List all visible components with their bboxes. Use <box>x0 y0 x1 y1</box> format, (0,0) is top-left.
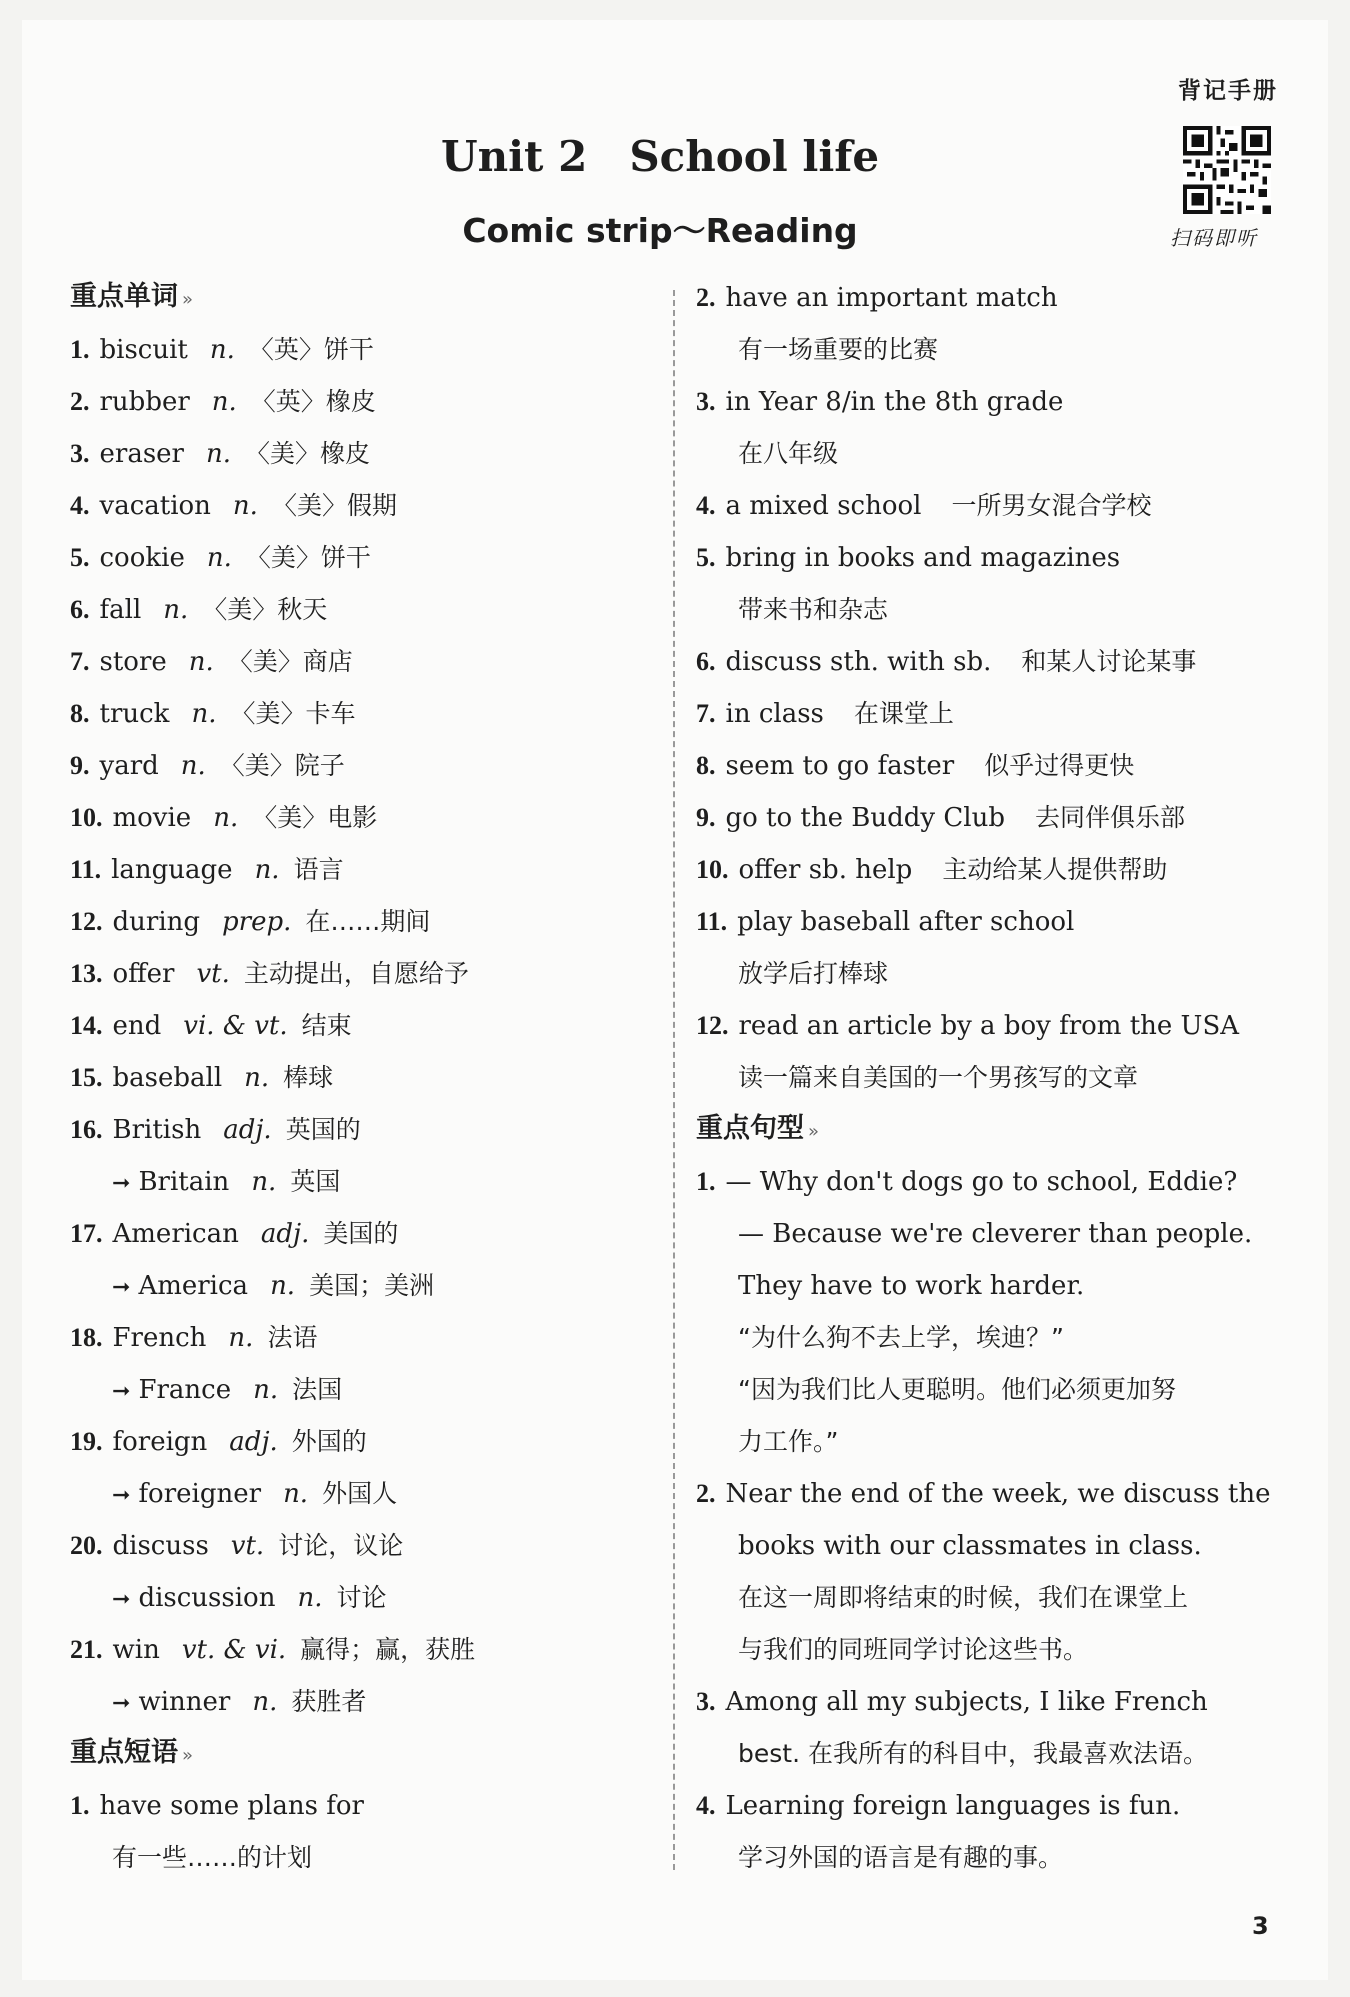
part-of-speech: vt. <box>230 1531 265 1561</box>
vocab-meaning: 英国的 <box>285 1115 361 1144</box>
vocab-meaning: 〈英〉橡皮 <box>250 387 376 416</box>
sentence-text: Among all my subjects, I like French <box>725 1687 1208 1717</box>
phrase-translation-row <box>70 1832 650 1884</box>
part-of-speech: n. <box>254 855 280 885</box>
phrase-chinese: 带来书和杂志 <box>738 595 889 624</box>
vocab-meaning: 〈美〉秋天 <box>202 595 328 624</box>
vocab-meaning: 获胜者 <box>291 1687 367 1716</box>
phrase-chinese: 和某人讨论某事 <box>1021 647 1197 676</box>
vocab-derived-item <box>70 1156 650 1208</box>
vocab-item <box>70 1052 650 1104</box>
item-number: 7. <box>696 699 716 728</box>
vocab-meaning: 法国 <box>292 1375 343 1404</box>
sentence-text: Near the end of the week, we discuss the <box>725 1479 1271 1509</box>
item-number: 2. <box>696 283 716 312</box>
vocab-word: store <box>99 647 167 677</box>
vocab-word: American <box>112 1219 239 1249</box>
phrase-item <box>696 896 1296 948</box>
vocab-word: French <box>112 1323 207 1353</box>
part-of-speech: prep. <box>222 907 292 937</box>
vocab-meaning: 美国；美洲 <box>309 1271 435 1300</box>
vocab-word: winner <box>138 1687 231 1717</box>
phrase-translation-row <box>696 324 1296 376</box>
item-number: 15. <box>70 1063 103 1092</box>
phrase-item <box>696 844 1296 896</box>
vocab-meaning: 美国的 <box>323 1219 399 1248</box>
part-of-speech: n. <box>232 491 258 521</box>
phrase-translation-row <box>696 1052 1296 1104</box>
right-column <box>696 272 1296 1884</box>
item-number: 4. <box>696 1791 716 1820</box>
vocab-word: end <box>112 1011 162 1041</box>
vocab-meaning: 〈美〉卡车 <box>230 699 356 728</box>
vocab-item <box>70 948 650 1000</box>
phrase-chinese: 在八年级 <box>738 439 839 468</box>
sentence-item <box>696 1468 1296 1520</box>
scan-to-listen-label: 扫码即听 <box>1170 226 1258 250</box>
left-column <box>70 272 650 1884</box>
vocab-word: movie <box>112 803 192 833</box>
item-number: 10. <box>70 803 103 832</box>
phrase-item <box>696 792 1296 844</box>
sentence-list <box>696 1156 1296 1884</box>
vocab-word: eraser <box>99 439 184 469</box>
phrase-item <box>696 740 1296 792</box>
vocab-meaning: 结束 <box>301 1011 352 1040</box>
part-of-speech: adj. <box>260 1219 310 1249</box>
double-chevron-icon: » <box>182 289 194 310</box>
part-of-speech: n. <box>211 387 237 417</box>
vocab-derived-item <box>70 1572 650 1624</box>
column-divider <box>673 290 675 1870</box>
phrase-chinese: 去同伴俱乐部 <box>1034 803 1185 832</box>
phrase-english: read an article by a boy from the USA <box>738 1011 1240 1041</box>
item-number: 8. <box>696 751 716 780</box>
vocab-item <box>70 636 650 688</box>
sentence-text: best. 在我所有的科目中，我最喜欢法语。 <box>738 1739 1208 1768</box>
vocab-item <box>70 896 650 948</box>
vocab-word: offer <box>112 959 175 989</box>
sentence-text: “因为我们比人更聪明。他们必须更加努 <box>738 1375 1176 1404</box>
vocab-derived-item <box>70 1468 650 1520</box>
double-chevron-icon: » <box>182 1745 194 1766</box>
sentence-text: They have to work harder. <box>738 1271 1085 1301</box>
part-of-speech: n. <box>163 595 189 625</box>
phrase-chinese: 有一些……的计划 <box>112 1843 313 1872</box>
sentence-line <box>696 1728 1296 1780</box>
sentence-text: 与我们的同班同学讨论这些书。 <box>738 1635 1089 1664</box>
phrase-english: have an important match <box>725 283 1058 313</box>
phrase-chinese: 一所男女混合学校 <box>951 491 1152 520</box>
phrase-translation-row <box>696 584 1296 636</box>
item-number: 17. <box>70 1219 103 1248</box>
qr-code-icon[interactable] <box>1183 126 1271 214</box>
vocab-item <box>70 1208 650 1260</box>
phrase-item <box>696 376 1296 428</box>
phrase-chinese: 放学后打棒球 <box>738 959 889 988</box>
item-number: 10. <box>696 855 729 884</box>
phrase-item <box>696 1000 1296 1052</box>
vocab-meaning: 棒球 <box>283 1063 334 1092</box>
phrase-english: offer sb. help <box>738 855 913 885</box>
vocab-item <box>70 532 650 584</box>
sentence-text: 力工作。” <box>738 1427 839 1456</box>
vocab-word: foreign <box>112 1427 208 1457</box>
vocab-item <box>70 844 650 896</box>
vocab-word: foreigner <box>138 1479 262 1509</box>
vocab-meaning: 在……期间 <box>305 907 431 936</box>
sentence-text: books with our classmates in class. <box>738 1531 1202 1561</box>
phrase-list <box>70 1780 650 1884</box>
vocab-meaning: 讨论，议论 <box>278 1531 404 1560</box>
vocab-meaning: 外国的 <box>291 1427 367 1456</box>
sentence-line <box>696 1260 1296 1312</box>
part-of-speech: n. <box>206 543 232 573</box>
item-number: 20. <box>70 1531 103 1560</box>
phrase-item <box>696 532 1296 584</box>
phrases-heading-text: 重点短语 <box>70 1737 178 1768</box>
vocab-item <box>70 428 650 480</box>
vocab-meaning: 讨论 <box>336 1583 387 1612</box>
page-title <box>0 132 1350 181</box>
vocab-meaning: 外国人 <box>322 1479 398 1508</box>
part-of-speech: vt. <box>196 959 230 989</box>
sentence-item <box>696 1676 1296 1728</box>
vocab-meaning: 〈美〉假期 <box>271 491 397 520</box>
phrase-english: in class <box>725 699 824 729</box>
item-number: 18. <box>70 1323 103 1352</box>
phrase-english: have some plans for <box>99 1791 364 1821</box>
phrase-chinese: 似乎过得更快 <box>984 751 1135 780</box>
vocab-item <box>70 376 650 428</box>
phrase-english: seem to go faster <box>725 751 955 781</box>
part-of-speech: n. <box>270 1271 296 1301</box>
vocab-item <box>70 480 650 532</box>
sentence-line <box>696 1416 1296 1468</box>
vocab-word: rubber <box>99 387 190 417</box>
vocab-derived-item <box>70 1260 650 1312</box>
vocab-item <box>70 1104 650 1156</box>
vocab-meaning: 〈美〉商店 <box>227 647 353 676</box>
sentence-text: Learning foreign languages is fun. <box>725 1791 1181 1821</box>
part-of-speech: n. <box>244 1063 270 1093</box>
sentence-item <box>696 1156 1296 1208</box>
sentence-text: “为什么狗不去上学，埃迪？” <box>738 1323 1064 1352</box>
sentences-heading-text: 重点句型 <box>696 1113 804 1144</box>
sentence-line <box>696 1364 1296 1416</box>
item-number: 3. <box>696 387 716 416</box>
unit-number: Unit 2 <box>440 132 588 181</box>
page-number: 3 <box>1252 1912 1269 1940</box>
item-number: 19. <box>70 1427 103 1456</box>
part-of-speech: n. <box>205 439 231 469</box>
item-number: 3. <box>70 439 90 468</box>
phrases-heading <box>70 1728 650 1780</box>
phrase-english: play baseball after school <box>737 907 1075 937</box>
part-of-speech: n. <box>191 699 217 729</box>
part-of-speech: n. <box>209 335 235 365</box>
vocab-meaning: 主动提出，自愿给予 <box>243 959 469 988</box>
phrase-item <box>696 272 1296 324</box>
vocab-list <box>70 324 650 1728</box>
vocab-word: during <box>112 907 201 937</box>
phrase-english: discuss sth. with sb. <box>725 647 992 677</box>
item-number: 2. <box>696 1479 716 1508</box>
vocab-item <box>70 1520 650 1572</box>
phrase-english: go to the Buddy Club <box>725 803 1005 833</box>
part-of-speech: vi. & vt. <box>183 1011 288 1041</box>
vocab-item <box>70 1416 650 1468</box>
vocab-meaning: 〈美〉饼干 <box>245 543 371 572</box>
vocab-derived-item <box>70 1676 650 1728</box>
item-number: 1. <box>70 335 90 364</box>
phrase-translation-row <box>696 428 1296 480</box>
phrase-chinese: 在课堂上 <box>853 699 954 728</box>
phrase-item <box>696 636 1296 688</box>
part-of-speech: n. <box>297 1583 323 1613</box>
part-of-speech: vt. & vi. <box>181 1635 287 1665</box>
vocab-meaning: 法语 <box>267 1323 318 1352</box>
vocab-item <box>70 1312 650 1364</box>
vocab-word: fall <box>99 595 142 625</box>
vocab-meaning: 语言 <box>293 855 344 884</box>
vocab-word: cookie <box>99 543 185 573</box>
part-of-speech: adj. <box>229 1427 278 1457</box>
part-of-speech: n. <box>252 1687 278 1717</box>
part-of-speech: adj. <box>223 1115 272 1145</box>
vocab-word: language <box>111 855 233 885</box>
page-subtitle: Comic strip～Reading <box>462 211 858 250</box>
item-number: 9. <box>696 803 716 832</box>
vocab-item <box>70 688 650 740</box>
item-number: 8. <box>70 699 90 728</box>
vocab-word: vacation <box>99 491 211 521</box>
vocab-meaning: 〈美〉院子 <box>219 751 345 780</box>
vocab-word: British <box>112 1115 202 1145</box>
phrase-item <box>696 688 1296 740</box>
vocab-word: yard <box>99 751 159 781</box>
item-number: 9. <box>70 751 90 780</box>
sentences-heading <box>696 1104 1296 1156</box>
arrow-right-icon: ➞ <box>112 1379 131 1404</box>
item-number: 6. <box>70 595 90 624</box>
vocab-item <box>70 1624 650 1676</box>
sentence-line <box>696 1624 1296 1676</box>
item-number: 7. <box>70 647 90 676</box>
arrow-right-icon: ➞ <box>112 1275 131 1300</box>
sentence-item <box>696 1780 1296 1832</box>
sentence-text: — Because we're cleverer than people. <box>738 1219 1253 1249</box>
part-of-speech: n. <box>188 647 214 677</box>
part-of-speech: n. <box>283 1479 309 1509</box>
vocab-derived-item <box>70 1364 650 1416</box>
sentence-line <box>696 1312 1296 1364</box>
part-of-speech: n. <box>228 1323 254 1353</box>
item-number: 14. <box>70 1011 103 1040</box>
vocab-heading-text: 重点单词 <box>70 281 178 312</box>
vocab-meaning: 英国 <box>290 1167 341 1196</box>
part-of-speech: n. <box>180 751 206 781</box>
vocab-word: win <box>112 1635 160 1665</box>
double-chevron-icon: » <box>808 1121 820 1142</box>
phrase-translation-row <box>696 948 1296 1000</box>
arrow-right-icon: ➞ <box>112 1587 131 1612</box>
item-number: 11. <box>70 855 102 884</box>
part-of-speech: n. <box>253 1375 279 1405</box>
vocab-word: discuss <box>112 1531 209 1561</box>
sentence-line <box>696 1832 1296 1884</box>
item-number: 1. <box>70 1791 90 1820</box>
sentence-text: — Why don't dogs go to school, Eddie? <box>725 1167 1238 1197</box>
sentence-line <box>696 1572 1296 1624</box>
vocab-word: baseball <box>112 1063 223 1093</box>
vocab-word: truck <box>99 699 170 729</box>
part-of-speech: n. <box>213 803 239 833</box>
item-number: 4. <box>696 491 716 520</box>
item-number: 1. <box>696 1167 716 1196</box>
vocab-heading <box>70 272 650 324</box>
unit-name: School life <box>629 132 880 181</box>
arrow-right-icon: ➞ <box>112 1483 131 1508</box>
sentence-line <box>696 1520 1296 1572</box>
item-number: 5. <box>696 543 716 572</box>
phrase-item <box>696 480 1296 532</box>
item-number: 5. <box>70 543 90 572</box>
vocab-word: biscuit <box>99 335 188 365</box>
vocab-meaning: 赢得；赢，获胜 <box>300 1635 476 1664</box>
vocab-word: America <box>138 1271 249 1301</box>
item-number: 4. <box>70 491 90 520</box>
phrase-item <box>70 1780 650 1832</box>
phrase-english: in Year 8/in the 8th grade <box>725 387 1064 417</box>
vocab-meaning: 〈美〉橡皮 <box>245 439 371 468</box>
vocab-item <box>70 584 650 636</box>
phrase-list-continued <box>696 272 1296 1104</box>
vocab-item <box>70 740 650 792</box>
arrow-right-icon: ➞ <box>112 1171 131 1196</box>
item-number: 6. <box>696 647 716 676</box>
vocab-item <box>70 792 650 844</box>
phrase-chinese: 主动给某人提供帮助 <box>942 855 1168 884</box>
vocab-meaning: 〈美〉电影 <box>252 803 378 832</box>
item-number: 2. <box>70 387 90 416</box>
sentence-text: 在这一周即将结束的时候，我们在课堂上 <box>738 1583 1189 1612</box>
part-of-speech: n. <box>251 1167 277 1197</box>
item-number: 21. <box>70 1635 103 1664</box>
phrase-chinese: 读一篇来自美国的一个男孩写的文章 <box>738 1063 1139 1092</box>
phrase-english: a mixed school <box>725 491 922 521</box>
item-number: 16. <box>70 1115 103 1144</box>
vocab-word: France <box>138 1375 232 1405</box>
vocab-item <box>70 1000 650 1052</box>
manual-label: 背记手册 <box>1178 78 1278 104</box>
vocab-word: Britain <box>138 1167 230 1197</box>
item-number: 11. <box>696 907 728 936</box>
sentence-line <box>696 1208 1296 1260</box>
sentence-text: 学习外国的语言是有趣的事。 <box>738 1843 1064 1872</box>
item-number: 12. <box>696 1011 729 1040</box>
vocab-meaning: 〈英〉饼干 <box>248 335 374 364</box>
item-number: 12. <box>70 907 103 936</box>
arrow-right-icon: ➞ <box>112 1691 131 1716</box>
phrase-chinese: 有一场重要的比赛 <box>738 335 939 364</box>
vocab-item <box>70 324 650 376</box>
phrase-english: bring in books and magazines <box>725 543 1121 573</box>
vocab-word: discussion <box>138 1583 276 1613</box>
item-number: 13. <box>70 959 103 988</box>
item-number: 3. <box>696 1687 716 1716</box>
